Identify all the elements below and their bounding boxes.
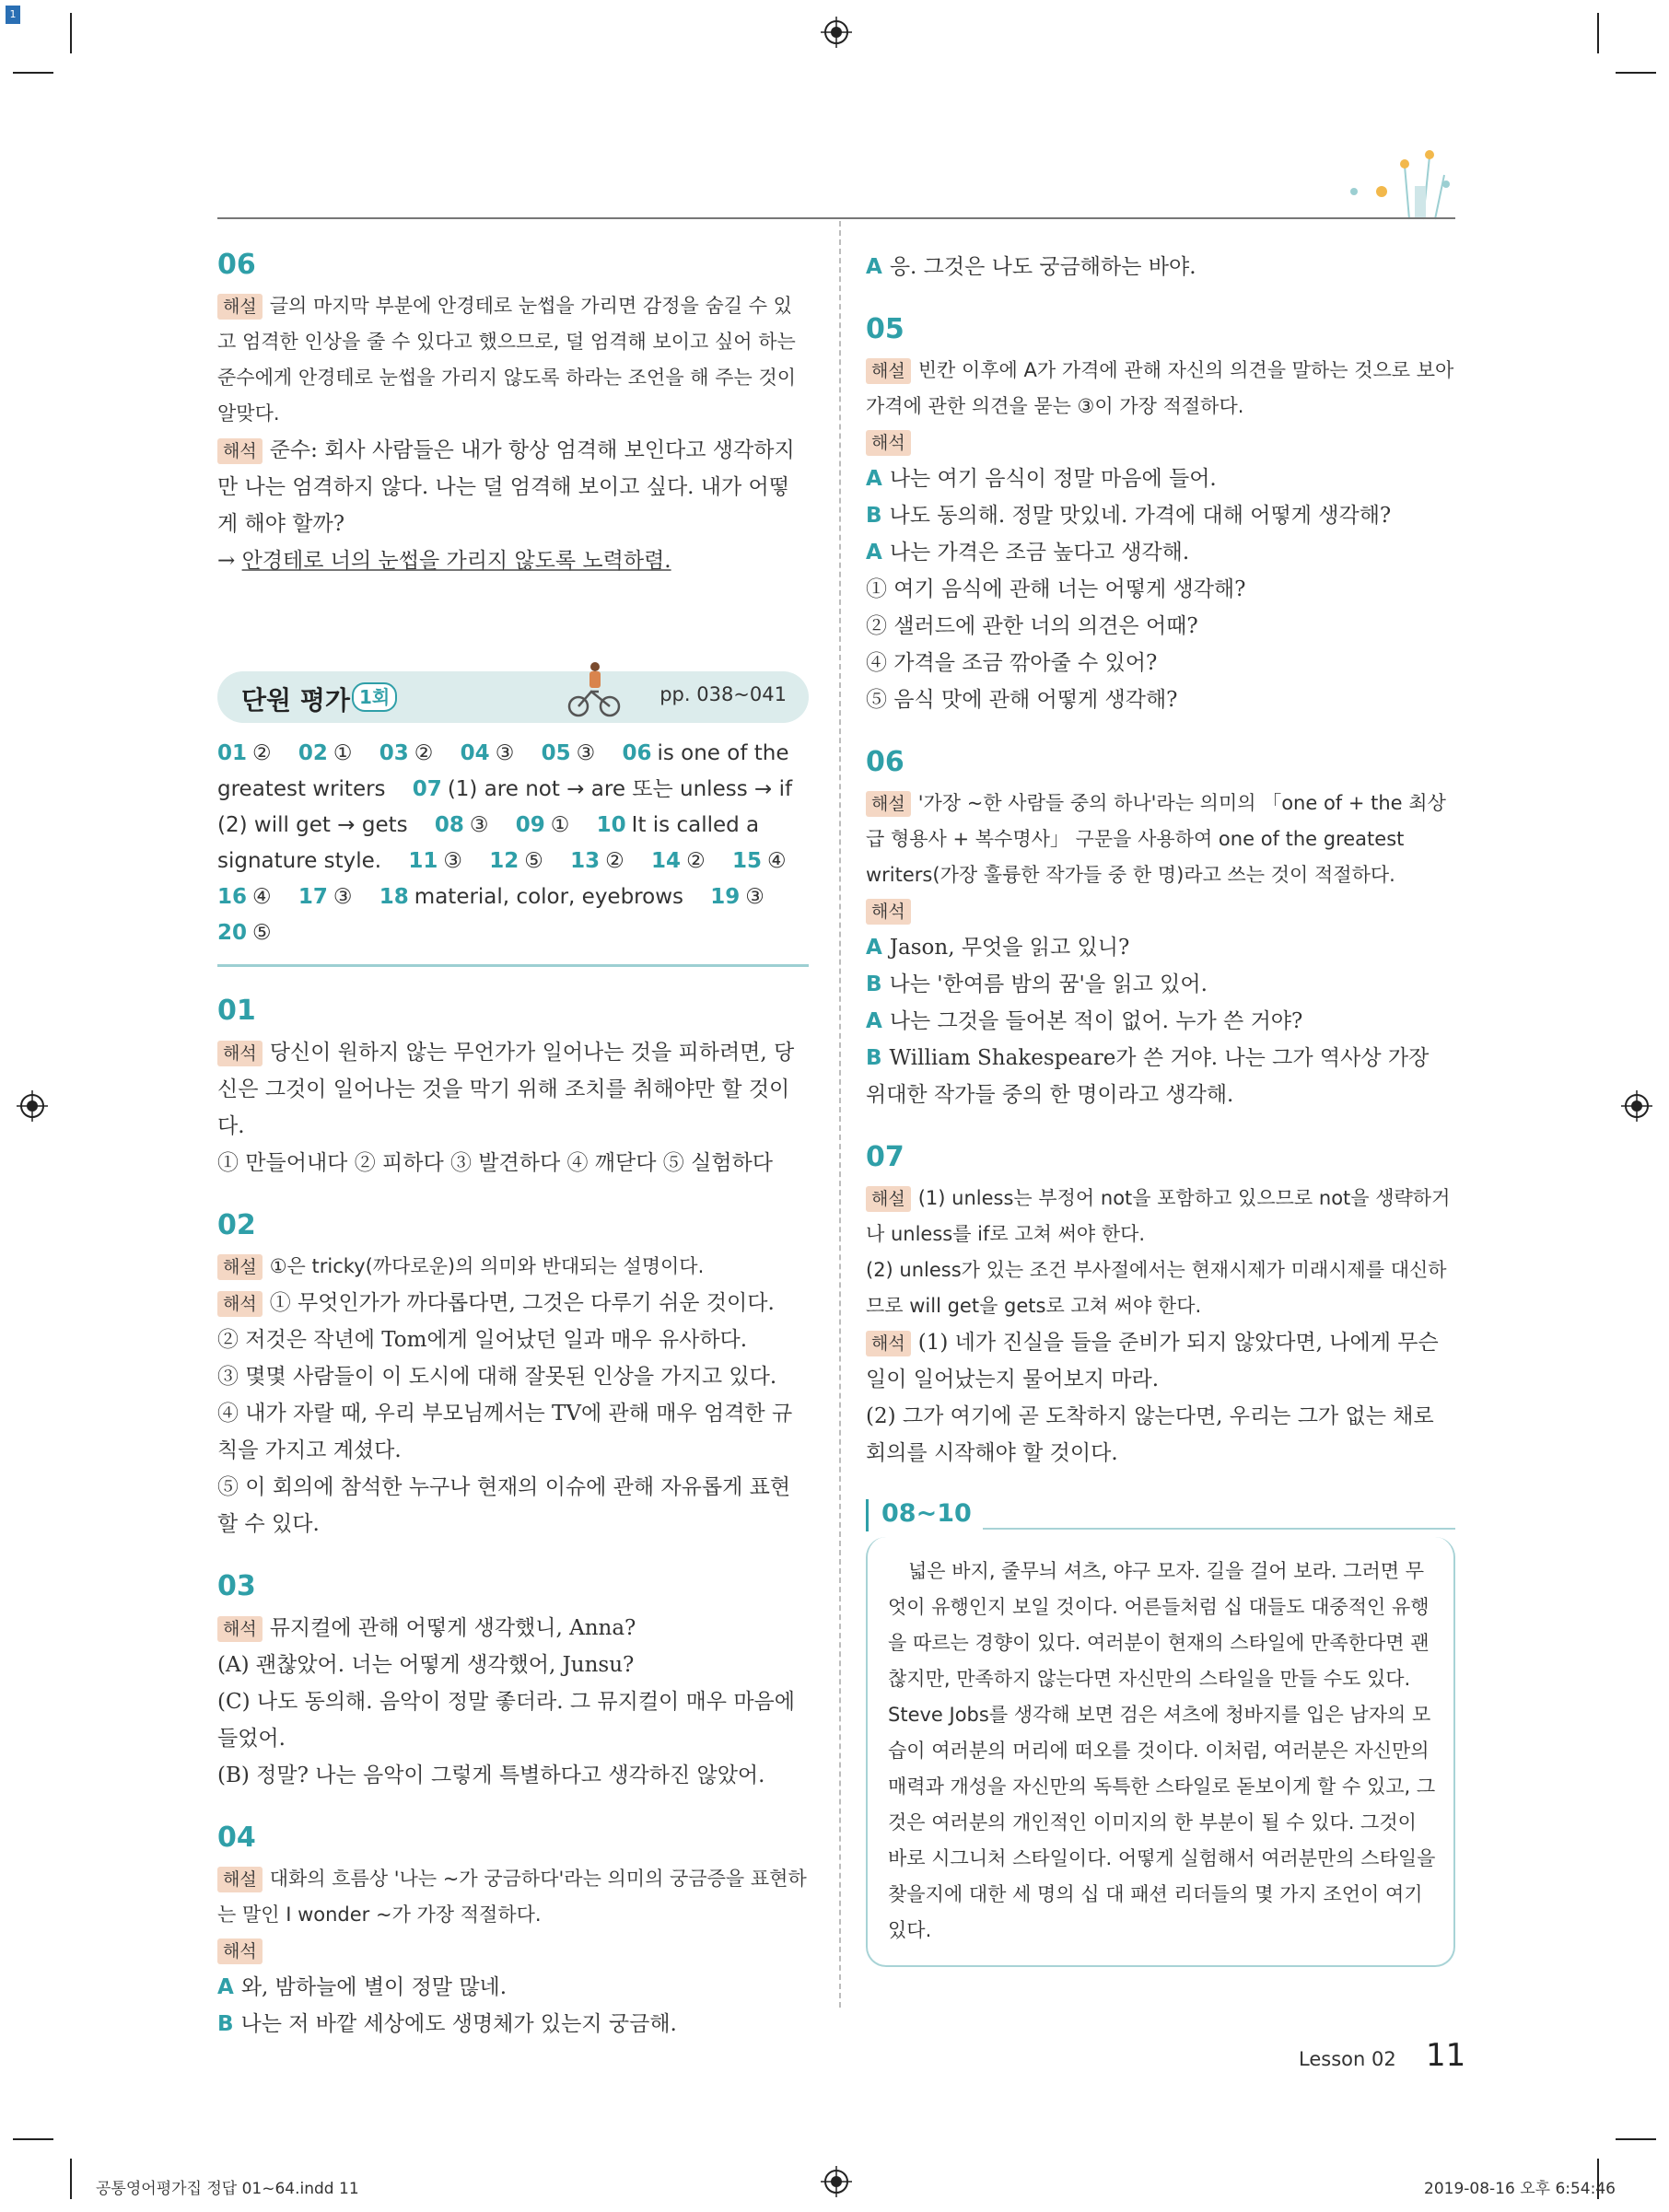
dialog-line: 나는 가격은 조금 높다고 생각해.	[889, 541, 1190, 565]
explanation-text: (1) unless는 부정어 not을 포함하고 있으므로 not을 생략하거나 unless를 if로 고쳐 써야 한다.	[866, 1187, 1451, 1245]
option-line: ② 샐러드에 관한 너의 의견은 어때?	[866, 614, 1198, 638]
speaker-label: A	[866, 467, 882, 491]
speaker-label: A	[866, 541, 882, 565]
registration-mark-icon	[821, 17, 852, 48]
unit-eval-banner	[217, 671, 809, 723]
question-07-explanation	[866, 1141, 1455, 1472]
answer-key-num: 11	[408, 849, 438, 873]
answer-key-num: 05	[541, 741, 571, 765]
column-divider	[839, 221, 841, 2008]
answer-text: 안경테로 너의 눈썹을 가리지 않도록 노력하렴.	[241, 549, 671, 573]
crop-mark	[1616, 2138, 1656, 2140]
explanation-text: 빈칸 이후에 A가 가격에 관해 자신의 의견을 말하는 것으로 보아 가격에 관한 의견을 묻는 ③이 가장 적절하다.	[866, 359, 1454, 417]
options-text: ① 만들어내다 ② 피하다 ③ 발견하다 ④ 깨닫다 ⑤ 실험하다	[217, 1151, 773, 1175]
translation-tag: 해석	[217, 1616, 263, 1642]
crop-mark	[70, 2159, 72, 2199]
translation-line: (C) 나도 동의해. 음악이 정말 좋더라. 그 뮤지컬이 매우 마음에 들었어.	[217, 1690, 795, 1751]
passage-box-title: 08~10	[866, 1499, 983, 1531]
answer-key-num: 04	[460, 741, 490, 765]
left-column	[217, 249, 809, 2043]
answer-key-val: ③	[745, 885, 764, 909]
answer-key-val: ②	[252, 741, 272, 765]
translation-line: (B) 정말? 나는 음악이 그렇게 특별하다고 생각하진 않았어.	[217, 1764, 765, 1787]
answer-key-val: ③	[333, 885, 353, 909]
translation-tag: 해석	[866, 1331, 911, 1356]
cyclist-icon	[567, 660, 623, 719]
crop-mark	[13, 2138, 53, 2140]
dialog-line: Jason, 무엇을 읽고 있니?	[889, 936, 1130, 960]
passage-box	[866, 1499, 1455, 1967]
flower-decoration-icon	[1326, 138, 1465, 221]
answer-key-num: 07	[412, 777, 442, 801]
question-number: 04	[217, 1822, 256, 1854]
banner-pages: pp. 038~041	[659, 683, 787, 705]
speaker-label: B	[866, 972, 882, 996]
explanation-text: 대화의 흐름상 '나는 ~가 궁금하다'라는 의미의 궁금증을 표현하는 말인 I wonder ~가 가장 적절하다.	[217, 1868, 807, 1926]
print-date: 2019-08-16 오후 6:54:46	[1424, 2180, 1616, 2198]
answer-key-val: ⑤	[524, 849, 543, 873]
answer-key-val: ③	[469, 813, 489, 837]
explanation-text: ①은 tricky(까다로운)의 의미와 반대되는 설명이다.	[269, 1255, 705, 1277]
option-line: ④ 가격을 조금 깎아줄 수 있어?	[866, 651, 1158, 675]
dialog-line: 나는 그것을 들어본 적이 없어. 누가 쓴 거야?	[889, 1009, 1303, 1033]
page-badge: 1	[6, 6, 20, 24]
translation-line: 뮤지컬에 관해 어떻게 생각했니, Anna?	[269, 1616, 636, 1640]
registration-mark-icon	[821, 2166, 852, 2197]
answer-key-num: 13	[570, 849, 601, 873]
speaker-label: B	[217, 2012, 234, 2036]
question-number: 06	[217, 249, 256, 281]
question-05-explanation	[866, 313, 1455, 718]
translation-tag: 해석	[217, 1938, 263, 1964]
answer-key	[217, 736, 809, 951]
header-rule	[217, 217, 1455, 219]
answer-key-num: 09	[515, 813, 545, 837]
translation-line: (2) 그가 여기에 곧 도착하지 않는다면, 우리는 그가 없는 채로 회의를 시작해야 할 것이다.	[866, 1404, 1434, 1465]
translation-line: ① 무엇인가가 까다롭다면, 그것은 다루기 쉬운 것이다.	[269, 1291, 775, 1315]
answer-key-val: ②	[686, 849, 706, 873]
answer-key-val: is one of the greatest writers	[217, 741, 789, 801]
answer-key-num: 19	[710, 885, 741, 909]
answer-key-val: ③	[443, 849, 463, 873]
question-06-explanation	[217, 249, 809, 579]
question-number: 03	[217, 1570, 256, 1602]
translation-line: (1) 네가 진실을 들을 준비가 되지 않았다면, 나에게 무슨 일이 일어났는지 물어보지 마라.	[866, 1331, 1439, 1391]
answer-key-num: 18	[379, 885, 409, 909]
question-06-explanation-right	[866, 746, 1455, 1113]
speaker-label: A	[866, 936, 882, 960]
answer-key-val: ④	[766, 849, 787, 873]
answer-key-val: ①	[550, 813, 570, 837]
dialog-line: 나는 저 바깥 세상에도 생명체가 있는지 궁금해.	[240, 2012, 677, 2036]
dialog-line: William Shakespeare가 쓴 거야. 나는 그가 역사상 가장 위대한 작가들 중의 한 명이라고 생각해.	[866, 1046, 1430, 1107]
translation-tag: 해석	[217, 1041, 263, 1066]
registration-mark-icon	[17, 1090, 48, 1122]
answer-key-num: 06	[622, 741, 652, 765]
answer-key-num: 01	[217, 741, 248, 765]
registration-mark-icon	[1621, 1090, 1652, 1122]
answer-key-val: ③	[495, 741, 515, 765]
speaker-label: A	[217, 1975, 234, 1999]
explanation-text: 글의 마지막 부분에 안경테로 눈썹을 가리면 감정을 숨길 수 있고 엄격한 인상을 줄 수 있다고 했으므로, 덜 엄격해 보이고 싶어 하는 준수에게 안경테로 눈썹을 가리지 않도록 하라는 조언을 해 주는 것이 알맞다.	[217, 295, 797, 425]
crop-mark	[13, 72, 53, 74]
explanation-tag: 해설	[866, 358, 911, 384]
option-line: ① 여기 음식에 관해 너는 어떻게 생각해?	[866, 577, 1246, 601]
translation-tag: 해석	[217, 1291, 263, 1317]
answer-key-val: ⑤	[252, 921, 272, 945]
answer-key-num: 14	[651, 849, 682, 873]
dialog-line: 나는 '한여름 밤의 꿈'을 읽고 있어.	[889, 972, 1208, 996]
answer-key-val: (1) are not → are 또는 unless → if (2) will get → gets	[217, 777, 793, 837]
dialog-line: 나는 여기 음식이 정말 마음에 들어.	[889, 467, 1217, 491]
answer-key-val: It is called a signature style.	[217, 813, 760, 873]
dialog-line: 와, 밤하늘에 별이 정말 많네.	[240, 1975, 508, 1999]
answer-key-num: 03	[379, 741, 409, 765]
answer-key-num: 12	[489, 849, 519, 873]
explanation-tag: 해설	[866, 1186, 911, 1212]
translation-tag: 해석	[217, 438, 263, 464]
answer-key-num: 20	[217, 921, 248, 945]
answer-key-num: 17	[298, 885, 328, 909]
question-number: 06	[866, 746, 905, 778]
answer-key-num: 08	[434, 813, 464, 837]
file-name: 공통영어평가집 정답 01~64.indd 11	[96, 2180, 359, 2198]
translation-tag: 해석	[866, 430, 911, 456]
crop-mark	[70, 13, 72, 53]
dialog-line: 응. 그것은 나도 궁금해하는 바야.	[889, 255, 1196, 279]
translation-line: (A) 괜찮았어. 너는 어떻게 생각했어, Junsu?	[217, 1653, 635, 1677]
answer-key-num: 15	[731, 849, 762, 873]
translation-text: 준수: 회사 사람들은 내가 항상 엄격해 보인다고 생각하지만 나는 엄격하지 않다. 나는 덜 엄격해 보이고 싶다. 내가 어떻게 해야 할까?	[217, 438, 795, 536]
question-02-explanation	[217, 1209, 809, 1543]
explanation-text: '가장 ~한 사람들 중의 하나'라는 의미의 「one of + the 최상급 형용사 + 복수명사」 구문을 사용하여 one of the greatest writers(가장 훌륭한 작가들 중 한 명)라고 쓰는 것이 적절하다.	[866, 792, 1446, 886]
translation-line: ② 저것은 작년에 Tom에게 일어났던 일과 매우 유사하다.	[217, 1328, 748, 1352]
banner-title: 단원 평가	[241, 685, 350, 716]
speaker-label: B	[866, 504, 882, 528]
speaker-label: A	[866, 255, 882, 279]
lesson-label: Lesson 02	[1299, 2048, 1396, 2070]
question-number: 05	[866, 313, 905, 345]
answer-key-val: ②	[605, 849, 624, 873]
question-number: 01	[217, 995, 256, 1027]
translation-text: 당신이 원하지 않는 무언가가 일어나는 것을 피하려면, 당신은 그것이 일어나는 것을 막기 위해 조치를 취해야만 할 것이다.	[217, 1041, 795, 1138]
page-number: 11	[1426, 2037, 1466, 2074]
banner-round-badge: 1회	[352, 682, 397, 712]
dialog-line: 나도 동의해. 정말 맛있네. 가격에 대해 어떻게 생각해?	[889, 504, 1392, 528]
answer-key-num: 16	[217, 885, 248, 909]
answer-key-num: 10	[596, 813, 626, 837]
option-line: ⑤ 음식 맛에 관해 어떻게 생각해?	[866, 688, 1178, 712]
answer-key-val: ①	[333, 741, 353, 765]
answer-key-num: 02	[298, 741, 328, 765]
crop-mark	[1597, 13, 1599, 53]
translation-line: ③ 몇몇 사람들이 이 도시에 대해 잘못된 인상을 가지고 있다.	[217, 1365, 777, 1389]
answer-key-val: ④	[252, 885, 272, 909]
question-number: 02	[217, 1209, 256, 1241]
translation-line: ④ 내가 자랄 때, 우리 부모님께서는 TV에 관해 매우 엄격한 규칙을 가지고 계셨다.	[217, 1402, 793, 1462]
translation-line: ⑤ 이 회의에 참석한 누구나 현재의 이슈에 관해 자유롭게 표현할 수 있다.	[217, 1475, 791, 1536]
question-01-explanation	[217, 995, 809, 1182]
explanation-tag: 해설	[217, 294, 263, 320]
question-number: 07	[866, 1141, 905, 1173]
answer-key-val: ③	[576, 741, 596, 765]
passage-box-body	[866, 1537, 1455, 1967]
passage-box-rule	[983, 1528, 1455, 1530]
question-03-explanation	[217, 1570, 809, 1794]
answer-key-val: ②	[414, 741, 434, 765]
explanation-text: (2) unless가 있는 조건 부사절에서는 현재시제가 미래시제를 대신하므로 will get을 gets로 고쳐 써야 한다.	[866, 1259, 1447, 1317]
speaker-label: A	[866, 1009, 882, 1033]
translation-tag: 해석	[866, 899, 911, 925]
crop-mark	[1616, 72, 1656, 74]
explanation-tag: 해설	[866, 791, 911, 817]
passage-text: 넓은 바지, 줄무늬 셔츠, 야구 모자. 길을 걸어 보라. 그러면 무엇이 유행인지 보일 것이다. 어른들처럼 십 대들도 대중적인 유행을 따르는 경향이 있다. 여러분이 현재의 스타일에 만족한다면 괜찮지만, 만족하지 않는다면 자신만의 스타일을 만들 수도 있다. Steve Jobs를 생각해 보면 검은 셔츠에 청바지를 입은 남자의 모습이 여러분의 머리에 떠오를 것이다. 이처럼, 여러분은 자신만의 매력과 개성을 자신만의 독특한 스타일로 돋보이게 할 수 있고, 그것은 여러분의 개인적인 이미지의 한 부분이 될 수 있다. 그것이 바로 시그니처 스타일이다. 어떻게 실험해서 여러분만의 스타일을 찾을지에 대한 세 명의 십 대 패션 리더들의 몇 가지 조언이 여기 있다.	[888, 1560, 1436, 1941]
question-04-explanation	[217, 1822, 809, 2043]
speaker-label: B	[866, 1046, 882, 1070]
explanation-tag: 해설	[217, 1867, 263, 1892]
arrow: →	[217, 549, 242, 573]
right-column	[866, 249, 1455, 1967]
answer-key-val: material, color, eyebrows	[414, 885, 684, 909]
explanation-tag: 해설	[217, 1254, 263, 1280]
